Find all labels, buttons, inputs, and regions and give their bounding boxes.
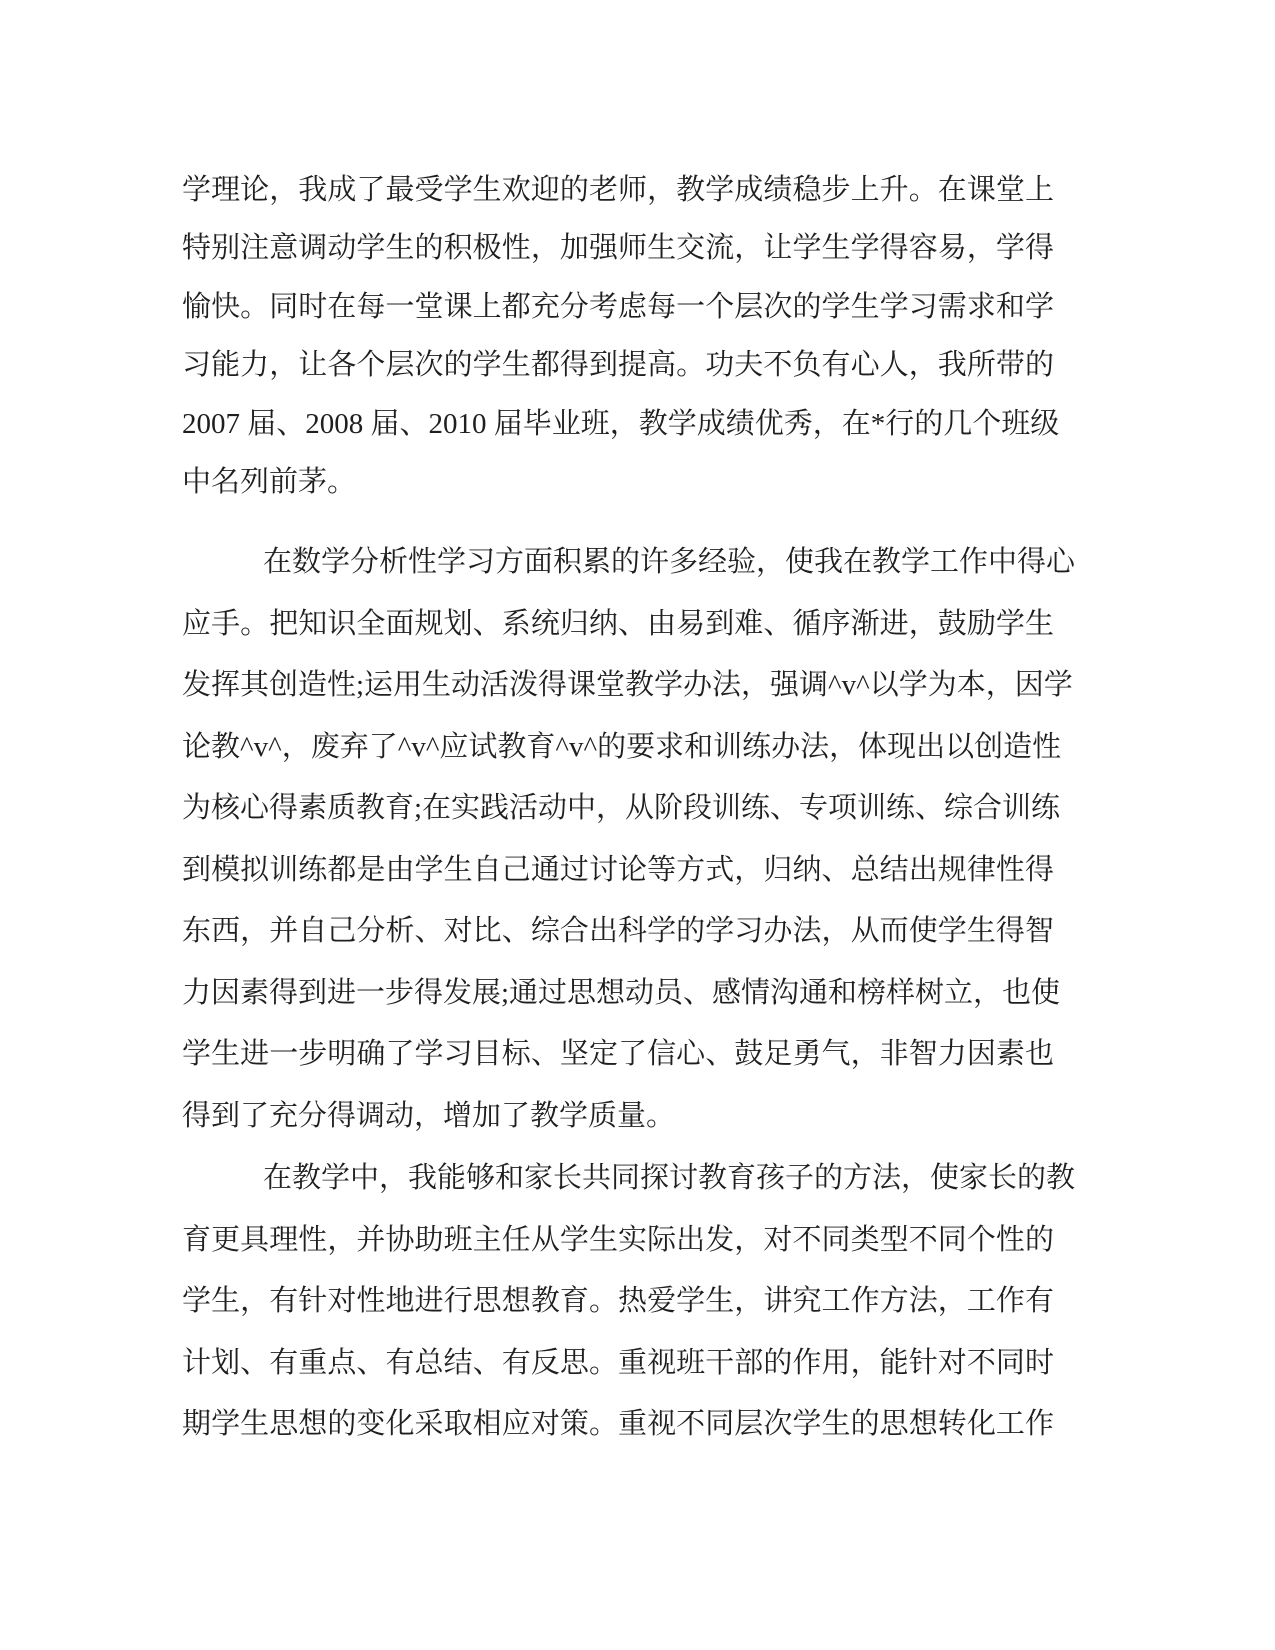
- text-line: 在教学中，我能够和家长共同探讨教育孩子的方法，使家长的教: [263, 1162, 1076, 1194]
- paragraph-3: [182, 1159, 1076, 1467]
- text-line: 学生进一步明确了学习目标、坚定了信心、鼓足勇气，非智力因素也: [182, 1038, 1054, 1070]
- paragraph-1: [182, 171, 1060, 521]
- text-line: 得到了充分得调动，增加了教学质量。: [182, 1099, 676, 1132]
- text-line: 2007 届、2008 届、2010 届毕业班，教学成绩优秀，在*行的几个班级: [182, 407, 1060, 440]
- text-line: 学理论，我成了最受学生欢迎的老师，教学成绩稳步上升。在课堂上: [182, 174, 1054, 206]
- text-line: 应手。把知识全面规划、系统归纳、由易到难、循序渐进，鼓励学生: [182, 607, 1054, 640]
- text-line: 力因素得到进一步得发展;通过思想动员、感情沟通和榜样树立，也使: [182, 976, 1061, 1009]
- text-line: 为核心得素质教育;在实践活动中，从阶段训练、专项训练、综合训练: [182, 792, 1061, 824]
- paragraph-2: [182, 543, 1076, 1158]
- text-line: 到模拟训练都是由学生自己通过讨论等方式，归纳、总结出规律性得: [182, 853, 1054, 886]
- text-line: 育更具理性，并协助班主任从学生实际出发，对不同类型不同个性的: [182, 1223, 1054, 1256]
- text-line: 在数学分析性学习方面积累的许多经验，使我在教学工作中得心: [263, 546, 1076, 578]
- text-line: 学生，有针对性地进行思想教育。热爱学生，讲究工作方法，工作有: [182, 1285, 1054, 1317]
- text-line: 发挥其创造性;运用生动活泼得课堂教学办法，强调^v^以学为本，因学: [182, 669, 1073, 701]
- text-line: 计划、有重点、有总结、有反思。重视班干部的作用，能针对不同时: [182, 1346, 1054, 1379]
- text-line: 期学生思想的变化采取相应对策。重视不同层次学生的思想转化工作: [182, 1408, 1054, 1440]
- text-line: 特别注意调动学生的积极性，加强师生交流，让学生学得容易，学得: [182, 232, 1054, 265]
- text-line: 愉快。同时在每一堂课上都充分考虑每一个层次的学生学习需求和学: [182, 290, 1054, 323]
- text-line: 论教^v^，废弃了^v^应试教育^v^的要求和训练办法，体现出以创造性: [182, 730, 1062, 763]
- text-line: 习能力，让各个层次的学生都得到提高。功夫不负有心人，我所带的: [182, 349, 1054, 382]
- text-line: 中名列前茅。: [182, 465, 357, 498]
- text-line: 东西，并自己分析、对比、综合出科学的学习办法，从而使学生得智: [182, 915, 1054, 947]
